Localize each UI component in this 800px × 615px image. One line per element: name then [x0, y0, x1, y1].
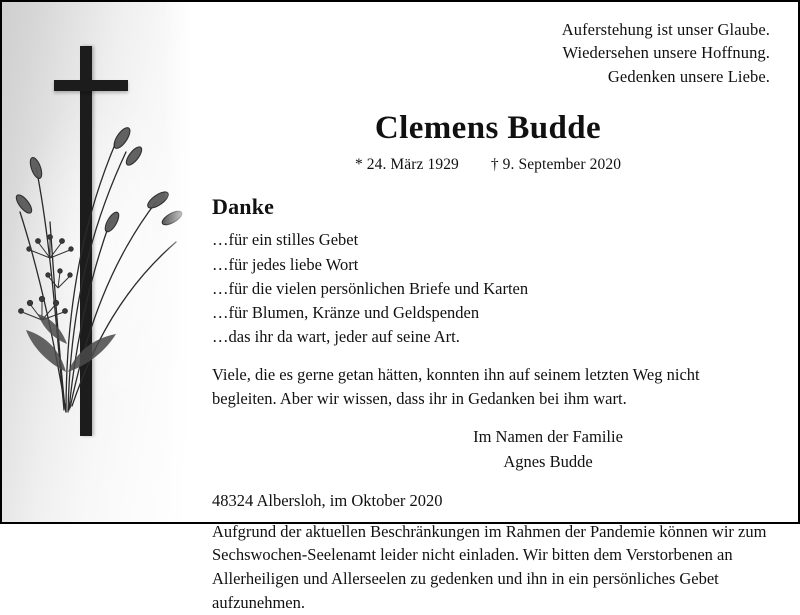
- verse-line-3: Gedenken unsere Liebe.: [607, 66, 770, 86]
- memorial-paragraph: Viele, die es gerne getan hätten, konnten ihn auf seinem letzten Weg nicht begleiten. Aber wir wissen, dass ihr in Gedanken bei ihm wart.: [212, 364, 700, 408]
- verse-block: [206, 18, 770, 88]
- place-and-date: 48324 Albersloh, im Oktober 2020: [212, 490, 443, 510]
- panel-fade-edge: [164, 2, 198, 522]
- thanks-item: …für jedes liebe Wort: [212, 254, 359, 274]
- thanks-item: …das ihr da wart, jeder auf seine Art.: [212, 327, 460, 347]
- family-line-2: Agnes Budde: [503, 451, 593, 471]
- family-signature: [206, 425, 770, 475]
- birth-date: * 24. März 1929: [354, 156, 459, 174]
- thanks-item: …für die vielen persönlichen Briefe und Karten: [212, 278, 529, 298]
- verse-line-1: Auferstehung ist unser Glaube.: [561, 20, 770, 39]
- deceased-name: Clemens Budde: [374, 110, 602, 147]
- family-line-1: Im Namen der Familie: [473, 427, 623, 447]
- illustration-panel: [2, 2, 198, 522]
- thanks-item: …für ein stilles Gebet: [212, 230, 359, 250]
- thanks-heading: Danke: [212, 194, 275, 220]
- pandemic-notice: Aufgrund der aktuellen Beschränkungen im Rahmen der Pandemie können wir zum Sechswochen-Seelenamt leider nicht einladen. Wir bitten dem Verstorbenen an Allerheiligen und Allerseelen zu gedenken und ihn in ein persönliches Gebet aufzunehmen.: [212, 521, 767, 613]
- life-dates: [206, 156, 770, 174]
- death-date: † 9. September 2020: [490, 156, 622, 174]
- card-text-content: [198, 2, 798, 613]
- verse-line-2: Wiedersehen unsere Hoffnung.: [562, 43, 770, 63]
- thanks-list: [212, 228, 770, 349]
- thanks-item: …für Blumen, Kränze und Geldspenden: [212, 303, 480, 323]
